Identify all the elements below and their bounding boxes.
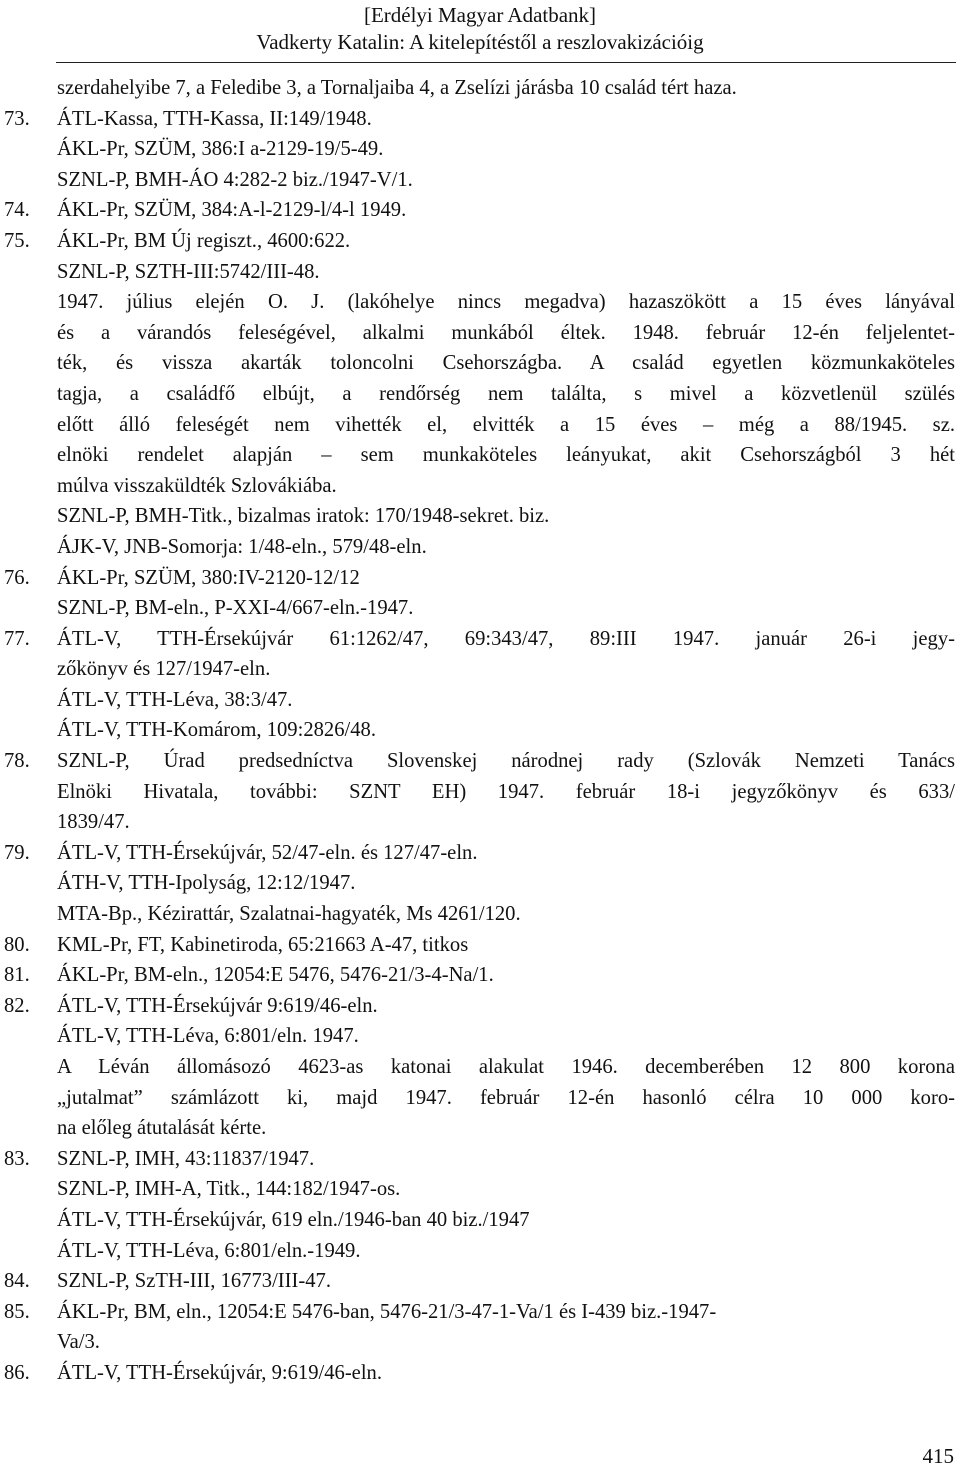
text-line <box>0 930 960 961</box>
endnote-text: Va/3. <box>57 1331 100 1354</box>
endnote-number: 83. <box>4 1147 30 1170</box>
endnote-text: szerdahelyibe 7, a Feledibe 3, a Tornaljaiba 4, a Zselízi járásba 10 család tért haza. <box>57 77 737 99</box>
endnote-number: 81. <box>4 964 30 987</box>
endnote-text: ÁTL-V, TTH-Érsekújvár, 52/47-eln. és 127/47-eln. <box>57 841 478 864</box>
text-line <box>0 899 960 930</box>
text-line <box>0 165 960 196</box>
text-line <box>0 104 960 135</box>
text-line <box>0 134 960 165</box>
text-line <box>0 960 960 991</box>
endnote-text: SZNL-P, IMH, 43:11837/1947. <box>57 1147 315 1170</box>
endnote-text: ÁTH-V, TTH-Ipolyság, 12:12/1947. <box>57 872 356 895</box>
page-header <box>0 2 960 56</box>
endnote-number: 76. <box>4 566 30 589</box>
text-line <box>0 1144 960 1175</box>
text-line <box>0 195 960 226</box>
endnote-text: SZNL-P, SZTH-III:5742/III-48. <box>57 260 320 283</box>
text-line <box>0 715 960 746</box>
endnote-number: 75. <box>4 229 30 252</box>
endnote-text: SZNL-P, IMH-A, Titk., 144:182/1947-os. <box>57 1178 401 1201</box>
endnote-text: SZNL-P, BM-eln., P-XXI-4/667-eln.-1947. <box>57 597 414 620</box>
endnote-number: 74. <box>4 199 30 222</box>
endnote-number: 79. <box>4 841 30 864</box>
endnote-text: ÁJK-V, JNB-Somorja: 1/48-eln., 579/48-eln. <box>57 535 427 558</box>
header-book-title: Vadkerty Katalin: A kitelepítéstől a reszlovakizációig <box>256 30 704 54</box>
text-line <box>0 410 960 441</box>
text-line <box>0 1236 960 1267</box>
endnote-text: múlva visszaküldték Szlovákiába. <box>57 474 337 497</box>
endnote-text: ÁTL-Kassa, TTH-Kassa, II:149/1948. <box>57 107 372 130</box>
header-divider <box>56 62 956 63</box>
endnote-text: és a várandós feleségével, alkalmi munkából éltek. 1948. február 12-én feljelentet- <box>57 321 955 344</box>
endnote-text: ÁTL-V, TTH-Érsekújvár 61:1262/47, 69:343/47, 89:III 1947. január 26-i jegy- <box>57 627 955 650</box>
header-site-title: [Erdélyi Magyar Adatbank] <box>363 3 597 27</box>
endnote-text: ÁTL-V, TTH-Érsekújvár, 9:619/46-eln. <box>57 1361 382 1384</box>
endnote-text: SZNL-P, SzTH-III, 16773/III-47. <box>57 1270 331 1293</box>
text-line <box>0 287 960 318</box>
text-line <box>0 593 960 624</box>
text-line <box>0 746 960 777</box>
text-line <box>0 471 960 502</box>
endnote-text: tagja, a családfő elbújt, a rendőrség nem találta, s mivel a közvetlenül szülés <box>57 382 955 405</box>
text-line <box>0 868 960 899</box>
text-line <box>0 1174 960 1205</box>
text-line <box>0 532 960 563</box>
text-line <box>0 777 960 808</box>
endnote-text: KML-Pr, FT, Kabinetiroda, 65:21663 A-47, titkos <box>57 933 469 956</box>
text-line <box>0 1052 960 1083</box>
endnote-text: ÁTL-V, TTH-Léva, 6:801/eln. 1947. <box>57 1025 359 1048</box>
endnote-number: 82. <box>4 994 30 1017</box>
endnote-text: ÁTL-V, TTH-Érsekújvár 9:619/46-eln. <box>57 994 378 1017</box>
text-line <box>0 991 960 1022</box>
text-line <box>0 1266 960 1297</box>
endnote-number: 73. <box>4 107 30 130</box>
endnote-text: ÁKL-Pr, BM-eln., 12054:E 5476, 5476-21/3-4-Na/1. <box>57 964 494 987</box>
endnote-number: 84. <box>4 1270 30 1293</box>
endnote-text: na előleg átutalását kérte. <box>57 1117 267 1140</box>
endnote-text: ÁKL-Pr, SZÜM, 384:A-l-2129-l/4-l 1949. <box>57 199 407 222</box>
endnote-text: ÁTL-V, TTH-Érsekújvár, 619 eln./1946-ban 40 biz./1947 <box>57 1208 530 1231</box>
text-line <box>0 624 960 655</box>
endnote-text: „jutalmat” számlázott ki, majd 1947. február 12-én hasonló célra 10 000 koro- <box>57 1086 955 1109</box>
text-line <box>0 1021 960 1052</box>
endnote-text: ÁTL-V, TTH-Léva, 38:3/47. <box>57 688 293 711</box>
text-line <box>0 73 960 104</box>
endnote-number: 86. <box>4 1361 30 1384</box>
page-number: 415 <box>922 1444 954 1468</box>
text-line <box>0 501 960 532</box>
endnote-number: 85. <box>4 1300 30 1323</box>
text-line <box>0 440 960 471</box>
endnote-text: ÁTL-V, TTH-Komárom, 109:2826/48. <box>57 719 376 742</box>
text-line <box>0 1083 960 1114</box>
text-line <box>0 379 960 410</box>
text-line <box>0 1205 960 1236</box>
endnote-text: ÁKL-Pr, BM, eln., 12054:E 5476-ban, 5476-21/3-47-1-Va/1 és I-439 biz.-1947- <box>57 1300 717 1323</box>
endnote-text: ÁKL-Pr, SZÜM, 380:IV-2120-12/12 <box>57 566 360 589</box>
endnote-text: SZNL-P, Úrad predsedníctva Slovenskej národnej rady (Szlovák Nemzeti Tanács <box>57 750 955 773</box>
endnote-text: SZNL-P, BMH-Titk., bizalmas iratok: 170/1948-sekret. biz. <box>57 505 550 528</box>
text-line <box>0 685 960 716</box>
text-line <box>0 348 960 379</box>
text-line <box>0 807 960 838</box>
text-line <box>0 654 960 685</box>
endnote-text: 1947. július elején O. J. (lakóhelye nincs megadva) hazaszökött a 15 éves lányával <box>57 291 955 314</box>
text-line <box>0 1113 960 1144</box>
endnote-text: ÁKL-Pr, SZÜM, 386:I a-2129-19/5-49. <box>57 138 384 161</box>
endnote-text: A Léván állomásozó 4623-as katonai alakulat 1946. decemberében 12 800 korona <box>57 1056 955 1078</box>
text-line <box>0 226 960 257</box>
text-line <box>0 1297 960 1328</box>
endnote-text: Elnöki Hivatala, további: SZNT EH) 1947. február 18-i jegyzőkönyv és 633/ <box>57 780 955 803</box>
endnote-text: 1839/47. <box>57 811 130 834</box>
text-line <box>0 563 960 594</box>
text-line <box>0 257 960 288</box>
endnote-text: MTA-Bp., Kézirattár, Szalatnai-hagyaték, Ms 4261/120. <box>57 903 521 926</box>
endnote-text: SZNL-P, BMH-ÁO 4:282-2 biz./1947-V/1. <box>57 168 413 191</box>
endnote-number: 77. <box>4 627 30 650</box>
endnote-text: ték, és vissza akarták toloncolni Csehországba. A család egyetlen közmunkaköteles <box>57 352 955 375</box>
endnote-number: 78. <box>4 750 30 773</box>
endnote-text: ÁKL-Pr, BM Új regiszt., 4600:622. <box>57 229 351 252</box>
text-line <box>0 318 960 349</box>
endnote-text: zőkönyv és 127/1947-eln. <box>57 658 271 681</box>
text-line <box>0 838 960 869</box>
text-line <box>0 1358 960 1389</box>
endnotes-body <box>0 73 960 1389</box>
endnote-text: ÁTL-V, TTH-Léva, 6:801/eln.-1949. <box>57 1239 361 1262</box>
endnote-number: 80. <box>4 933 30 956</box>
endnote-text: előtt álló feleségét nem vihették el, elvitték a 15 éves – még a 88/1945. sz. <box>57 413 955 436</box>
endnote-text: elnöki rendelet alapján – sem munkaköteles leányukat, akit Csehországból 3 hét <box>57 444 955 467</box>
text-line <box>0 1327 960 1358</box>
